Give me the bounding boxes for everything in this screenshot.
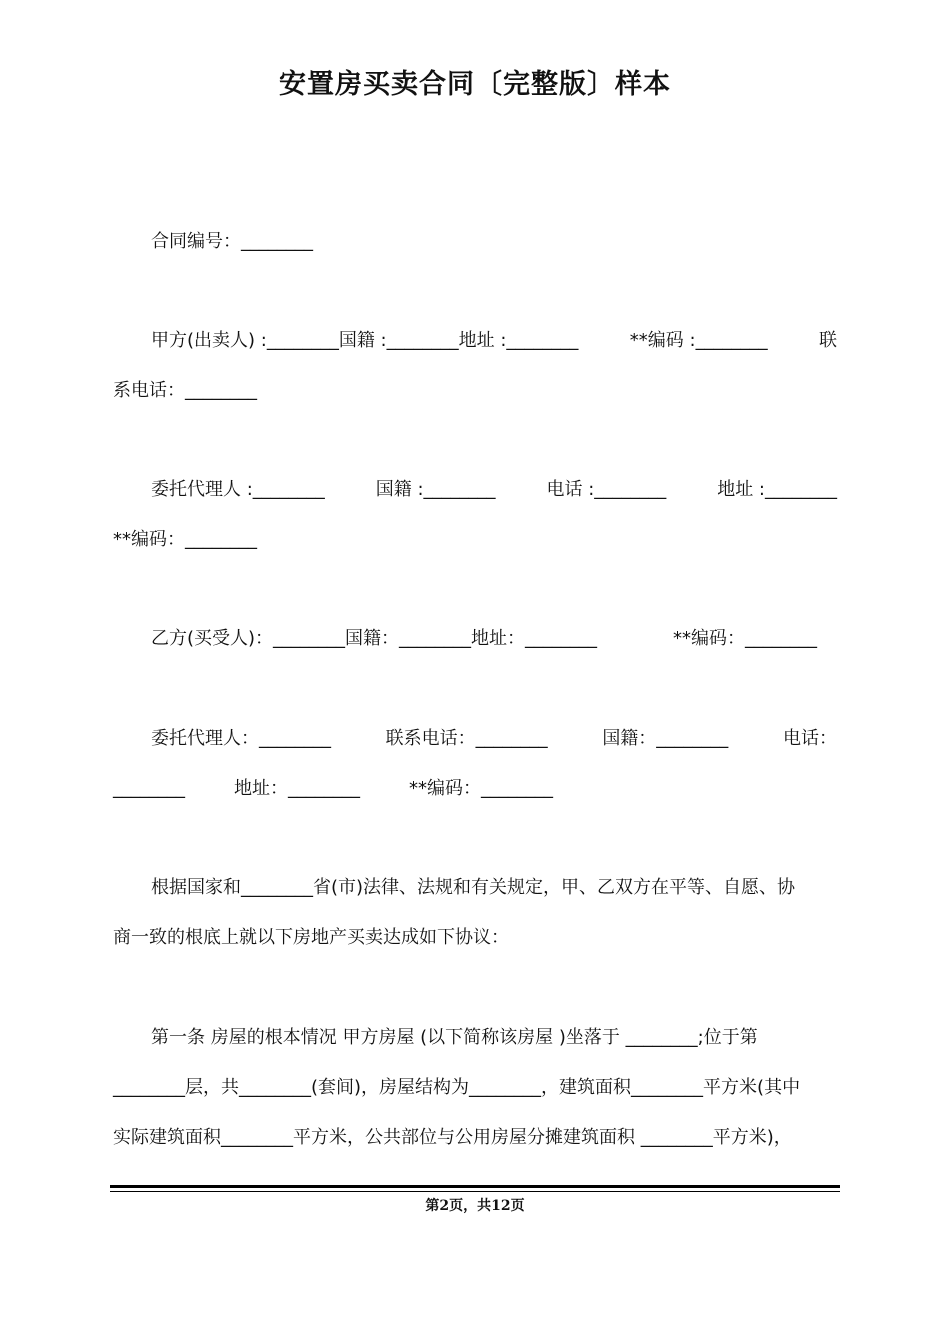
agent-a-line-1 bbox=[113, 465, 837, 515]
footer-divider-thick bbox=[110, 1185, 840, 1188]
party-b-buyer-fields: 乙方(买受人)：________国籍：________地址：________ bbox=[151, 628, 598, 649]
agent-b-name: 委托代理人：________ bbox=[151, 728, 331, 749]
agent-a-line-2: **编码：________ bbox=[113, 529, 257, 550]
agent-b-line-1 bbox=[113, 714, 837, 764]
article-1 bbox=[113, 1013, 837, 1163]
agent-a-phone: 电话 :________ bbox=[546, 479, 667, 500]
basis-line-1: 根据国家和________省(市)法律、法规和有关规定，甲、乙双方在平等、自愿、协 bbox=[151, 877, 796, 898]
party-a-line-2: 系电话：________ bbox=[113, 380, 257, 401]
contract-number bbox=[113, 217, 837, 267]
party-a-seller-fields: 甲方(出卖人) :________国籍 :________地址 :________ bbox=[151, 330, 579, 351]
agent-b-phone-label: 电话： bbox=[782, 728, 837, 749]
agent-a-nationality: 国籍 :________ bbox=[375, 479, 496, 500]
contract-number-text: 合同编号：________ bbox=[151, 231, 313, 252]
article-1-line-2: ________层，共________(套间)，房屋结构为________，建筑面积________平方米(其中 bbox=[113, 1077, 801, 1098]
party-a-postcode: **编码 :________ bbox=[629, 330, 768, 351]
article-1-line-3: 实际建筑面积________平方米，公共部位与公用房屋分摊建筑面积 ________平方米)， bbox=[113, 1127, 792, 1148]
page-number: 第2页，共12页 bbox=[425, 1198, 525, 1214]
agent-a-section bbox=[113, 465, 837, 565]
agent-b-address: 地址：________ bbox=[234, 778, 360, 799]
agent-a-address: 地址 :________ bbox=[717, 479, 837, 500]
agent-a-name: 委托代理人 :________ bbox=[151, 479, 325, 500]
party-b-postcode: **编码：________ bbox=[673, 628, 817, 649]
party-a-line-1 bbox=[113, 316, 837, 366]
agent-b-nationality: 国籍：________ bbox=[602, 728, 729, 749]
party-a-section bbox=[113, 316, 837, 416]
party-a-contact-start: 联 bbox=[818, 330, 837, 351]
party-b-section bbox=[113, 614, 817, 664]
agent-b-contact-phone: 联系电话：________ bbox=[385, 728, 548, 749]
document-title: 安置房买卖合同〔完整版〕样本 bbox=[279, 69, 671, 100]
basis-paragraph bbox=[113, 863, 837, 963]
footer-divider-thin bbox=[110, 1191, 840, 1192]
party-b-line-1 bbox=[113, 614, 817, 664]
agent-b-postcode: **编码：________ bbox=[409, 778, 553, 799]
agent-b-section bbox=[113, 714, 837, 814]
agent-b-phone-blank: ________ bbox=[113, 778, 185, 799]
basis-line-2: 商一致的根底上就以下房地产买卖达成如下协议： bbox=[113, 927, 509, 948]
agent-b-line-2 bbox=[113, 764, 553, 814]
article-1-line-1: 第一条 房屋的根本情况 甲方房屋 (以下简称该房屋 )坐落于 ________;位于第 bbox=[151, 1027, 758, 1048]
